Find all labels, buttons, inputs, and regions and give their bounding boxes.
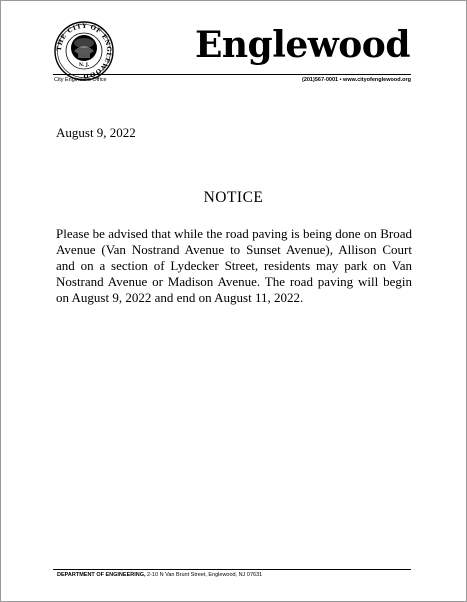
footer-address-line: [57, 572, 262, 578]
header-divider: [53, 74, 411, 75]
footer-divider: [53, 569, 411, 570]
letterhead-title: Englewood: [194, 24, 410, 66]
office-name: City Engineer's Office: [54, 77, 107, 83]
letter-date: August 9, 2022: [56, 125, 136, 140]
footer-department: DEPARTMENT OF ENGINEERING,: [57, 572, 146, 578]
footer-address: 2-10 N Van Brunt Street, Englewood, NJ 07631: [145, 572, 263, 578]
notice-heading: NOTICE: [203, 189, 264, 206]
seal-bottom-text: N. J.: [78, 63, 90, 68]
seal-ring-text: THE CITY OF ENGLEWOOD: [55, 22, 113, 80]
contact-info: (201)567-0001 • www.cityofenglewood.org: [301, 77, 411, 83]
city-seal-icon: [54, 21, 114, 81]
notice-body: Please be advised that while the road paving is being done on Broad Avenue (Van Nostrand Avenue to Sunset Avenue), Allison Court and on a section of Lydecker Street, residents may park on Van Nostrand Avenue or Madison Avenue. The road paving will begin on August 9, 2022 and end on August 11, 2022.: [56, 226, 412, 305]
